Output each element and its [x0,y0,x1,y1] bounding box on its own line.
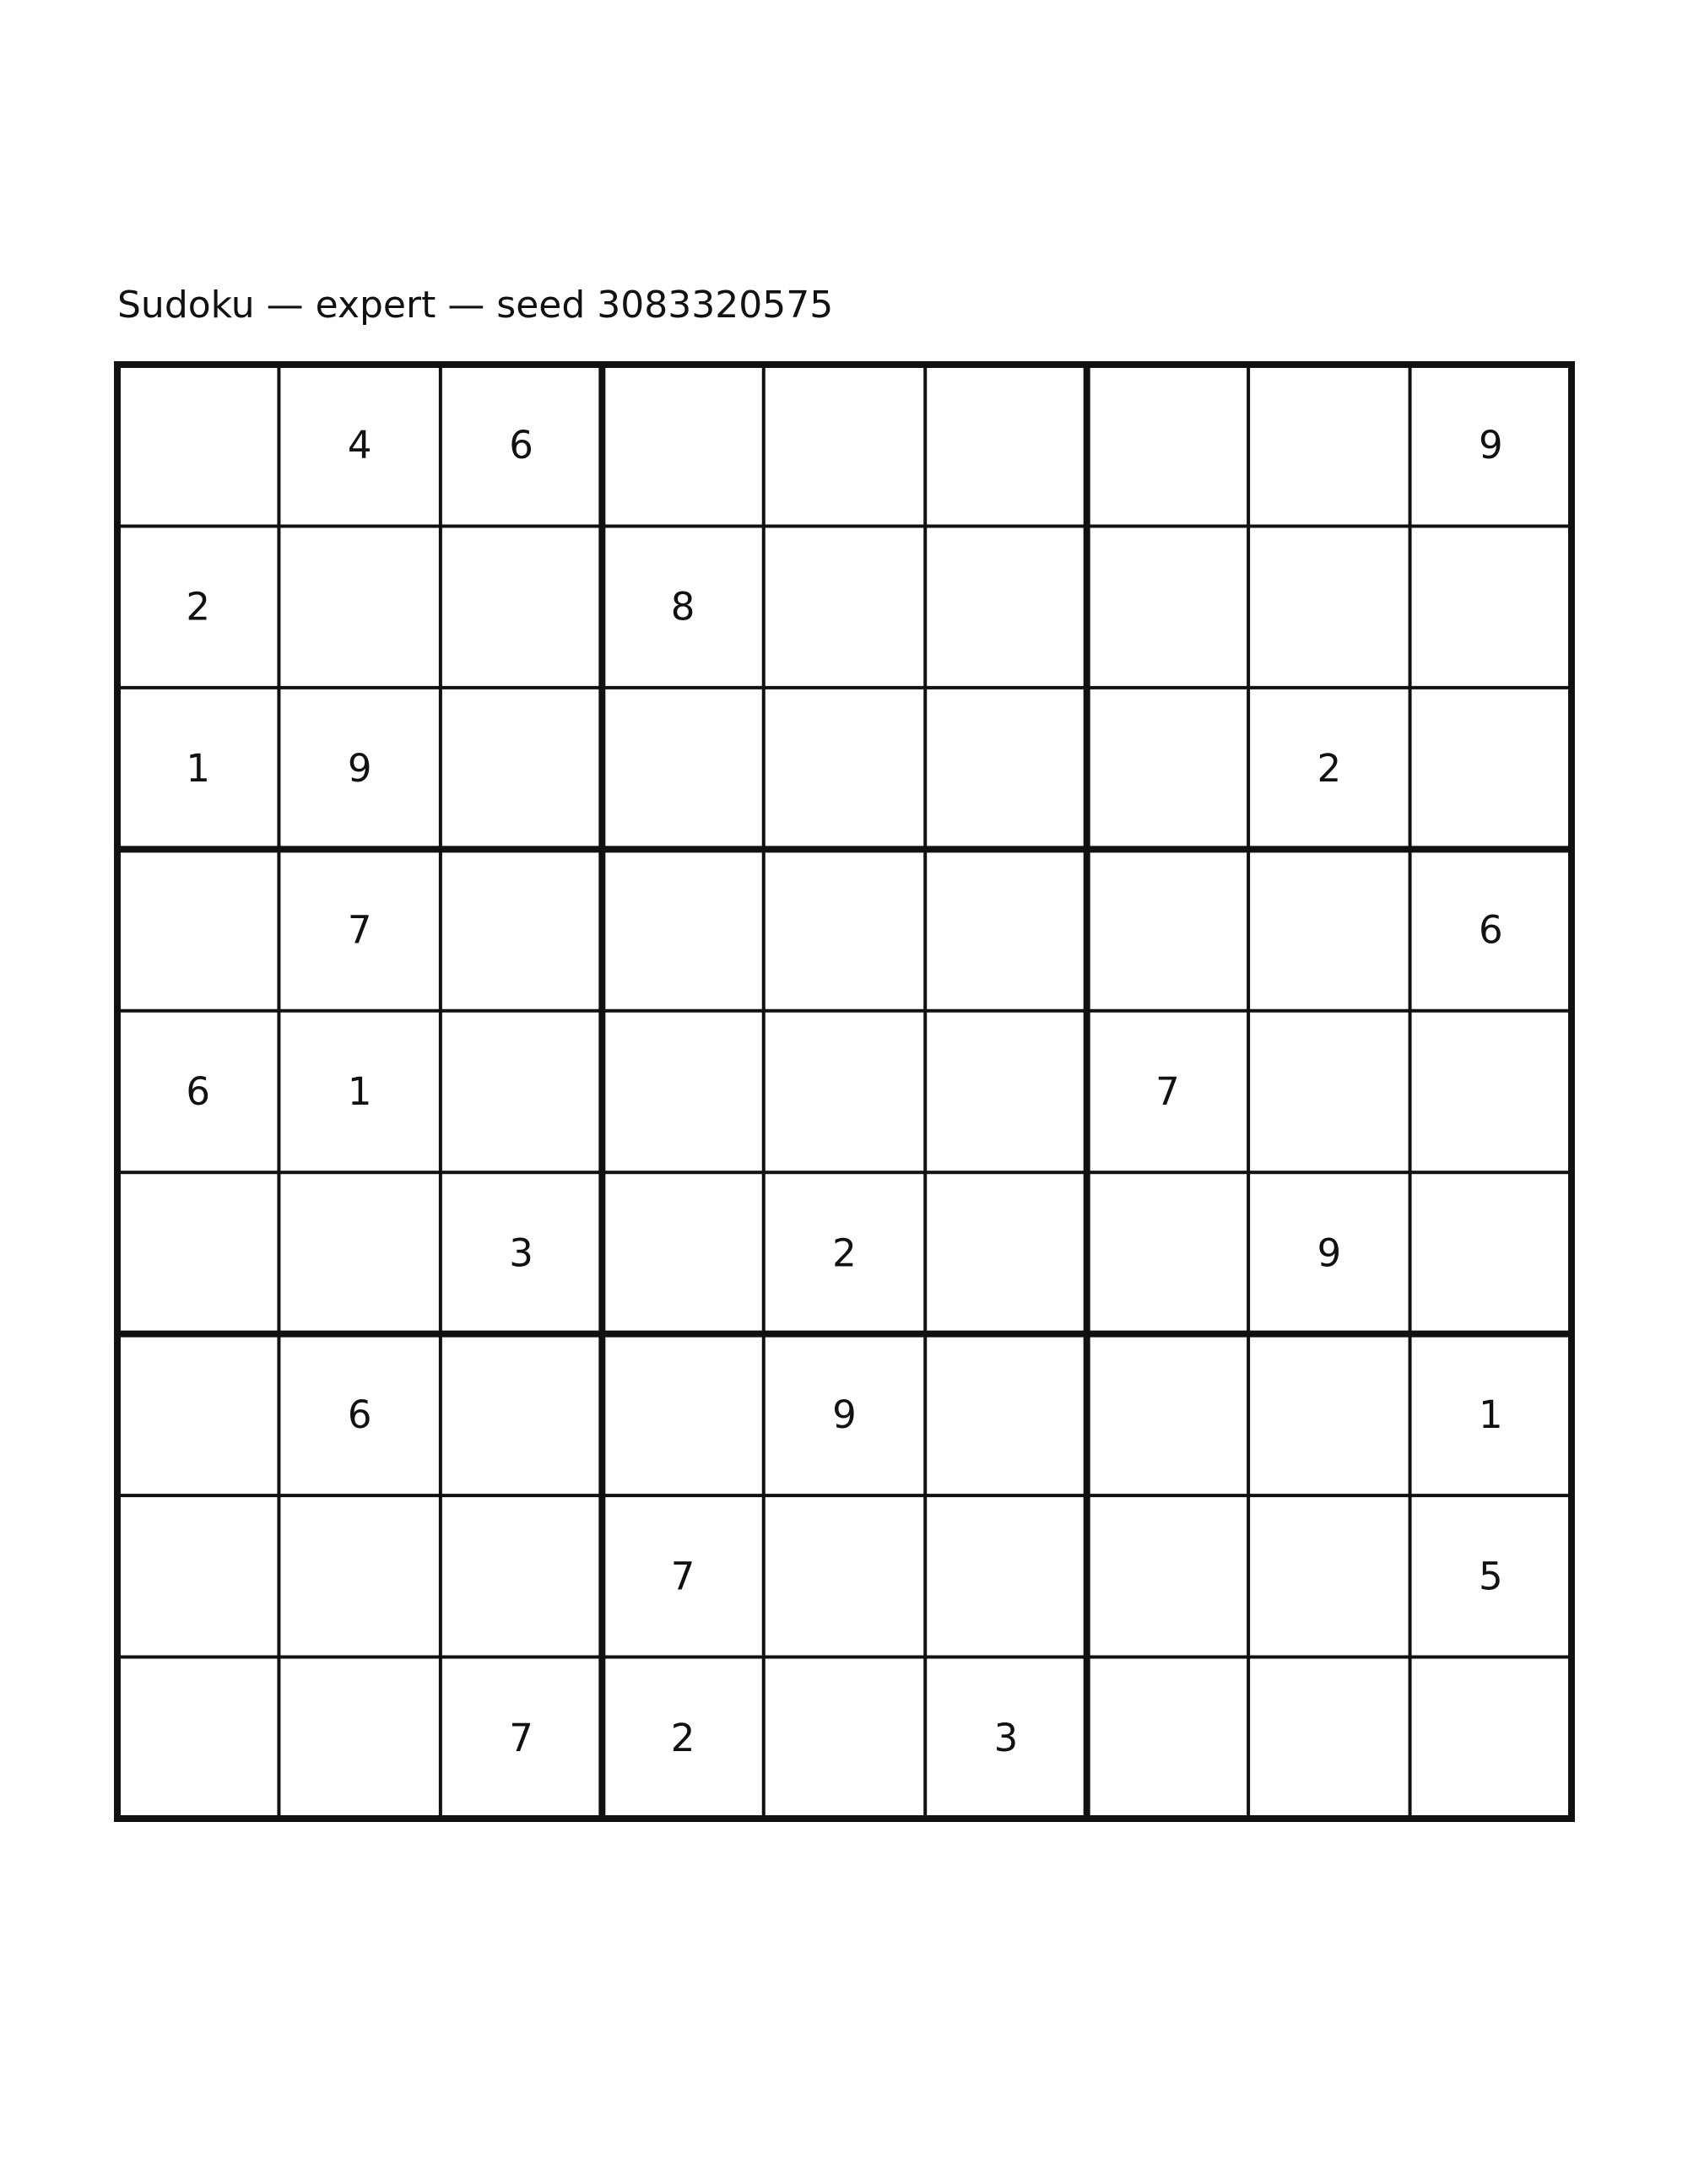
sudoku-cell-r1c8[interactable] [1248,365,1409,526]
sudoku-cell-r5c9[interactable] [1410,1011,1572,1172]
sudoku-cell-r6c2[interactable] [279,1172,440,1333]
sudoku-cell-r2c6[interactable] [925,526,1086,687]
sudoku-cell-r9c2[interactable] [279,1657,440,1819]
sudoku-cell-r4c6[interactable] [925,849,1086,1010]
sudoku-cell-r2c5[interactable] [764,526,925,687]
given-digit-r6c3: 3 [509,1230,533,1276]
given-digit-r8c9: 5 [1478,1554,1503,1599]
sudoku-cell-r6c4[interactable] [602,1172,763,1333]
sudoku-cell-r8c1[interactable] [117,1495,279,1657]
sudoku-cell-r3c9[interactable] [1410,688,1572,849]
sudoku-cell-r7c6[interactable] [925,1334,1086,1495]
sudoku-cell-r9c8[interactable] [1248,1657,1409,1819]
sudoku-cell-r7c7[interactable] [1087,1334,1248,1495]
sudoku-cell-r4c7[interactable] [1087,849,1248,1010]
given-digit-r2c1: 2 [186,584,211,630]
sudoku-cell-r2c2[interactable] [279,526,440,687]
sudoku-cell-r7c1[interactable] [117,1334,279,1495]
sudoku-cell-r8c2[interactable] [279,1495,440,1657]
sudoku-cell-r4c1[interactable] [117,849,279,1010]
sudoku-cell-r4c8[interactable] [1248,849,1409,1010]
given-digit-r9c6: 3 [993,1715,1019,1760]
given-digit-r5c2: 1 [347,1069,372,1114]
given-digit-r9c3: 7 [509,1715,533,1760]
sudoku-cell-r9c7[interactable] [1087,1657,1248,1819]
sudoku-cell-r5c5[interactable] [764,1011,925,1172]
sudoku-cell-r5c4[interactable] [602,1011,763,1172]
sudoku-cell-r8c7[interactable] [1087,1495,1248,1657]
given-digit-r1c3: 6 [509,423,533,468]
sudoku-cell-r2c9[interactable] [1410,526,1572,687]
sudoku-cell-r5c6[interactable] [925,1011,1086,1172]
given-digit-r4c2: 7 [347,907,372,953]
sudoku-cell-r1c5[interactable] [764,365,925,526]
sudoku-cell-r5c8[interactable] [1248,1011,1409,1172]
sudoku-cell-r9c5[interactable] [764,1657,925,1819]
sudoku-cell-r3c6[interactable] [925,688,1086,849]
sudoku-cell-r6c6[interactable] [925,1172,1086,1333]
sudoku-cell-r3c5[interactable] [764,688,925,849]
given-digit-r3c2: 9 [347,746,372,792]
given-digit-r9c4: 2 [670,1715,695,1760]
sudoku-cell-r3c3[interactable] [441,688,602,849]
sudoku-cell-r7c3[interactable] [441,1334,602,1495]
sudoku-cell-r4c5[interactable] [764,849,925,1010]
sudoku-cell-r1c4[interactable] [602,365,763,526]
given-digit-r7c5: 9 [832,1392,857,1437]
given-digit-r4c9: 6 [1478,907,1503,953]
sudoku-board [117,365,1572,1819]
given-digit-r1c9: 9 [1478,423,1503,468]
given-digit-r5c1: 6 [186,1069,211,1114]
sudoku-cell-r6c7[interactable] [1087,1172,1248,1333]
sudoku-cell-r2c7[interactable] [1087,526,1248,687]
sudoku-cell-r8c8[interactable] [1248,1495,1409,1657]
given-digit-r6c8: 9 [1317,1230,1342,1276]
sudoku-cell-r9c1[interactable] [117,1657,279,1819]
sudoku-cell-r1c6[interactable] [925,365,1086,526]
sudoku-cell-r6c9[interactable] [1410,1172,1572,1333]
sudoku-cell-r5c3[interactable] [441,1011,602,1172]
given-digit-r3c8: 2 [1317,746,1342,792]
sudoku-cell-r7c4[interactable] [602,1334,763,1495]
sudoku-grid [117,365,1572,1819]
given-digit-r7c2: 6 [347,1392,372,1437]
given-digit-r8c4: 7 [670,1554,695,1599]
sudoku-cell-r8c6[interactable] [925,1495,1086,1657]
given-digit-r5c7: 7 [1155,1069,1180,1114]
given-digit-r3c1: 1 [186,746,211,792]
sudoku-cell-r8c3[interactable] [441,1495,602,1657]
sudoku-cell-r2c8[interactable] [1248,526,1409,687]
sudoku-cell-r4c4[interactable] [602,849,763,1010]
sudoku-cell-r6c1[interactable] [117,1172,279,1333]
sudoku-cell-r8c5[interactable] [764,1495,925,1657]
given-digit-r2c4: 8 [670,584,695,630]
sudoku-cell-r3c4[interactable] [602,688,763,849]
sudoku-cell-r1c7[interactable] [1087,365,1248,526]
sudoku-cell-r9c9[interactable] [1410,1657,1572,1819]
sudoku-cell-r3c7[interactable] [1087,688,1248,849]
sudoku-cell-r2c3[interactable] [441,526,602,687]
given-digit-r6c5: 2 [832,1230,857,1276]
sudoku-cell-r4c3[interactable] [441,849,602,1010]
puzzle-title: Sudoku — expert — seed 3083320575 [117,284,834,327]
sudoku-cell-r7c8[interactable] [1248,1334,1409,1495]
sudoku-cell-r1c1[interactable] [117,365,279,526]
given-digit-r1c2: 4 [347,423,372,468]
given-digit-r7c9: 1 [1478,1392,1503,1437]
